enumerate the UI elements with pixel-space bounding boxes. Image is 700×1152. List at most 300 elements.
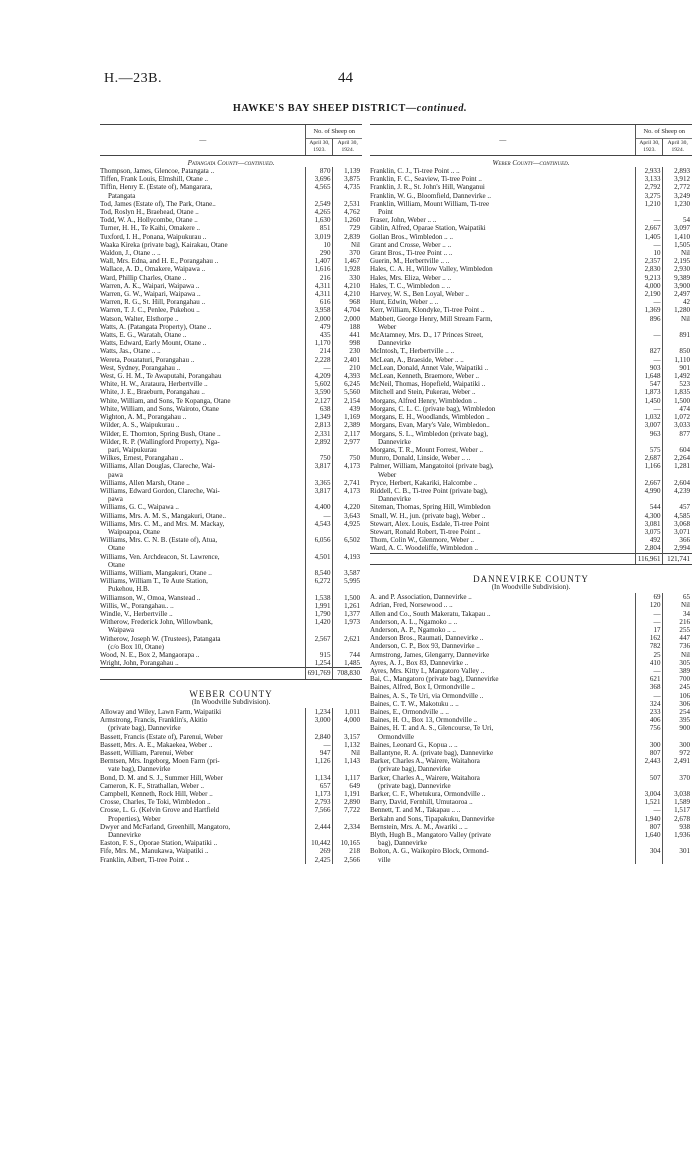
- table-row: [100, 479, 362, 487]
- sheep-1924: Nil: [663, 249, 692, 257]
- sheep-1923: 2,792: [636, 183, 663, 191]
- table-row: [100, 774, 362, 782]
- sheep-1924: 4,762: [333, 208, 362, 216]
- owner-name: Baines, H. T. and A. S., Glencourse, Te Uri,: [370, 724, 494, 733]
- sheep-1924: 4,210: [333, 290, 362, 298]
- owner-name: Tod, James (Estate of), The Park, Otane..: [100, 199, 216, 208]
- sheep-count-header: No. of Sheep on: [306, 125, 362, 139]
- sheep-1923: 1,940: [636, 815, 663, 823]
- total-1924: 121,741: [663, 553, 692, 564]
- owner-name: White, H. W., Arataura, Herbertville ..: [100, 380, 208, 389]
- sheep-1923: 638: [306, 405, 333, 413]
- owner-name: White, William, and Sons, Wairoto, Otane: [100, 404, 219, 413]
- table-row: [100, 823, 362, 831]
- table-row: [370, 765, 692, 773]
- sheep-1924: 4,585: [663, 512, 692, 520]
- sheep-1924: 3,875: [333, 175, 362, 183]
- sheep-1924: 700: [663, 675, 692, 683]
- heading-text: Patangata County—continued.: [187, 158, 275, 167]
- county-heading: [100, 679, 362, 698]
- owner-name: Waipoapoa, Otane: [108, 527, 160, 536]
- sheep-1924: 1,280: [663, 306, 692, 314]
- sheep-1923: 2,567: [306, 635, 333, 643]
- table-row: [370, 642, 692, 650]
- table-row: [100, 192, 362, 200]
- table-row: [370, 339, 692, 347]
- sheep-1923: 3,817: [306, 487, 333, 495]
- owner-name: McIntosh, T., Herbertville .. ..: [370, 347, 455, 356]
- table-row: [370, 356, 692, 364]
- owner-name: Watts, Edward, Early Mount, Otane ..: [100, 339, 207, 348]
- owner-name: Baines, Leonard G., Kopua .. ..: [370, 740, 458, 749]
- table-row: [100, 421, 362, 429]
- sheep-1924: Nil: [663, 651, 692, 659]
- sheep-1924: 2,566: [333, 856, 362, 864]
- owner-name: Armstrong, Francis, Franklin's, Akitio: [100, 716, 208, 725]
- sheep-1924: 245: [663, 683, 692, 691]
- sheep-1924: 210: [333, 364, 362, 372]
- table-row: [100, 602, 362, 610]
- sheep-1923: 4,400: [306, 503, 333, 511]
- owner-name: Palmer, William, Mangatoitoi (private bag),: [370, 462, 494, 471]
- table-row: [100, 249, 362, 257]
- owner-name: Ayres, Mrs. Kitty I., Mangatoro Valley ..: [370, 666, 485, 675]
- sheep-1923: 17: [636, 626, 663, 634]
- title-main: HAWKE'S BAY SHEEP DISTRICT—: [232, 103, 417, 114]
- table-row: [370, 528, 692, 536]
- owner-name: Morgans, E. H., Woodlands, Wimbledon ..: [370, 413, 490, 422]
- table-row: [100, 216, 362, 224]
- owner-name: Tiffin, Henry E. (Estate of), Mangarara,: [100, 183, 213, 192]
- owner-name: Wallace, A. D., Omakere, Waipawa ..: [100, 265, 206, 274]
- owner-name: Waaka Kireka (private bag), Kairakau, Otane: [100, 240, 228, 249]
- owner-name: Bennett, T. and M., Takapau .. ..: [370, 806, 461, 815]
- sheep-1924: 1,835: [663, 388, 692, 396]
- sheep-1923: 2,357: [636, 257, 663, 265]
- sheep-1923: 1,126: [306, 757, 333, 765]
- sheep-1924: 65: [663, 593, 692, 601]
- sheep-1923: 807: [636, 823, 663, 831]
- table-row: [100, 487, 362, 495]
- table-row: [370, 544, 692, 553]
- sheep-1923: 269: [306, 847, 333, 855]
- table-row: [370, 593, 692, 601]
- sheep-1923: 4,311: [306, 282, 333, 290]
- sheep-1924: 729: [333, 224, 362, 232]
- sheep-1924: 3,643: [333, 512, 362, 520]
- table-row: [370, 692, 692, 700]
- sheep-1923: 214: [306, 347, 333, 355]
- owner-name: Morgans, S. L., Wimbledon (private bag),: [370, 429, 489, 438]
- sheep-1923: [636, 438, 663, 446]
- owner-name: Baines, E., Ormondville .. ..: [370, 708, 449, 716]
- sheep-1924: 4,173: [333, 462, 362, 470]
- owner-name: Wood, N. E., Box 2, Mangaorapa ..: [100, 650, 200, 659]
- sheep-1924: 4,220: [333, 503, 362, 511]
- year-1924-year: 1924.: [341, 146, 355, 153]
- year-1924-date: April 30,: [337, 140, 358, 147]
- sheep-1924: 1,377: [333, 610, 362, 618]
- owner-name: Riddell, C. B., Ti-tree Point (private bag),: [370, 486, 488, 495]
- table-row: [370, 282, 692, 290]
- sheep-1923: 2,892: [306, 438, 333, 446]
- sheep-1923: 3,019: [306, 233, 333, 241]
- sheep-1924: 1,139: [333, 167, 362, 175]
- sheep-1924: 230: [333, 347, 362, 355]
- sheep-1924: [333, 831, 362, 839]
- table-row: [100, 183, 362, 191]
- owner-name: bag), Dannevirke: [378, 839, 427, 848]
- sheep-1924: 850: [663, 347, 692, 355]
- owner-name: Warren, R. G., St. Hill, Porangahau ..: [100, 298, 206, 307]
- table-row: [100, 520, 362, 528]
- owner-name: Williams, Allan Douglas, Clareche, Wai-: [100, 462, 216, 471]
- owner-name: Williamson, W., Omoa, Wanstead ..: [100, 593, 201, 602]
- table-row: [370, 536, 692, 544]
- sheep-1923: —: [636, 356, 663, 364]
- sheep-1923: 368: [636, 683, 663, 691]
- table-row: [370, 331, 692, 339]
- sheep-1923: 4,000: [636, 282, 663, 290]
- sheep-1923: 435: [306, 331, 333, 339]
- sheep-1924: [333, 585, 362, 593]
- sheep-1924: 1,110: [663, 356, 692, 364]
- sheep-1923: 10: [306, 241, 333, 249]
- sheep-1924: [333, 626, 362, 634]
- sheep-1924: [663, 339, 692, 347]
- subdivision-heading: [370, 583, 692, 593]
- sheep-1923: 4,543: [306, 520, 333, 528]
- owner-name: Pukehou, H.B.: [108, 585, 150, 594]
- sheep-1924: 1,492: [663, 372, 692, 380]
- owner-name: Wereta, Pouataturi, Porangahau ..: [100, 355, 195, 364]
- owner-name: Ayres, A. J., Box 83, Dannevirke ..: [370, 658, 469, 667]
- owner-name: Thompson, James, Glencoe, Patangata ..: [100, 167, 215, 175]
- owner-name: Properties), Weber: [108, 814, 161, 823]
- year-1923-date: April 30,: [639, 140, 660, 147]
- sheep-1923: [306, 544, 333, 552]
- sheep-1923: 1,991: [306, 602, 333, 610]
- sheep-1923: [306, 446, 333, 454]
- table-row: [370, 167, 692, 175]
- heading-text: (In Woodville Subdivision).: [191, 697, 271, 706]
- owner-name: Guerin, M., Herbertville .. ..: [370, 257, 450, 266]
- owner-name: (private bag), Dannevirke: [378, 765, 451, 774]
- sheep-1923: 1,450: [636, 397, 663, 405]
- table-row: [100, 462, 362, 470]
- sheep-1923: [306, 765, 333, 773]
- sheep-1923: 1,234: [306, 708, 333, 716]
- sheep-1923: 2,830: [636, 265, 663, 273]
- sheep-1924: 2,491: [663, 757, 692, 765]
- table-row: [100, 200, 362, 208]
- sheep-1923: 827: [636, 347, 663, 355]
- owner-name: Bolton, A. G., Waikopiro Block, Ormond-: [370, 847, 489, 856]
- sheep-1923: 6,272: [306, 577, 333, 585]
- owner-name: Wilder, E. Thornton, Spring Bush, Otane ..: [100, 429, 221, 438]
- sheep-1923: 324: [636, 700, 663, 708]
- heading-text: Weber County—continued.: [492, 158, 570, 167]
- table-row: [100, 364, 362, 372]
- sheep-1923: [636, 839, 663, 847]
- sheep-1923: 2,000: [306, 315, 333, 323]
- owner-name: Dannevirke: [108, 831, 141, 840]
- sheep-1924: 2,497: [663, 290, 692, 298]
- sheep-1923: 3,817: [306, 462, 333, 470]
- owner-name: (private bag), Dannevirke: [108, 724, 181, 733]
- sheep-1924: [663, 839, 692, 847]
- table-row: [370, 733, 692, 741]
- owner-name: Giblin, Alfred, Oparae Station, Waipatiki: [370, 224, 486, 233]
- sheep-1924: 4,925: [333, 520, 362, 528]
- sheep-1923: [306, 626, 333, 634]
- table-row: [100, 716, 362, 724]
- sheep-1924: 10,165: [333, 839, 362, 847]
- sheep-1923: 4,300: [636, 512, 663, 520]
- table-row: [370, 347, 692, 355]
- sheep-1924: 54: [663, 216, 692, 224]
- sheep-1923: 5,602: [306, 380, 333, 388]
- owner-name: Williams, Edward Gordon, Clareche, Wai-: [100, 486, 220, 495]
- table-row: [100, 708, 362, 716]
- sheep-1924: 1,936: [663, 831, 692, 839]
- owner-name: (private bag), Dannevirke: [378, 781, 451, 790]
- sheep-1924: [663, 208, 692, 216]
- sheep-1923: —: [636, 331, 663, 339]
- owner-name: Mitchell and Stein, Pukerau, Weber ..: [370, 388, 476, 397]
- owner-name: Dwyer and McFarland, Greenhill, Mangatoro,: [100, 822, 231, 831]
- owner-name: Adrian, Fred, Norsewood .. ..: [370, 601, 453, 610]
- table-row: [370, 249, 692, 257]
- sheep-1923: —: [636, 298, 663, 306]
- sheep-1924: 2,839: [333, 233, 362, 241]
- table-row: [100, 265, 362, 273]
- sheep-1924: 1,169: [333, 413, 362, 421]
- table-row: [100, 339, 362, 347]
- sheep-1923: 807: [636, 749, 663, 757]
- sheep-1923: 756: [636, 724, 663, 732]
- sheep-1923: 1,790: [306, 610, 333, 618]
- owner-name: Barker, Charles A., Wairere, Waitahora: [370, 773, 480, 782]
- sheep-1924: [663, 438, 692, 446]
- sheep-1924: 216: [663, 618, 692, 626]
- sheep-1923: —: [306, 364, 333, 372]
- owner-name: Williams, William, Mangakuri, Otane ..: [100, 568, 212, 577]
- sheep-1924: 42: [663, 298, 692, 306]
- owner-name: Barry, David, Fernhill, Umutaoroa ..: [370, 798, 473, 807]
- table-row: [370, 495, 692, 503]
- sheep-1924: Nil: [333, 241, 362, 249]
- owner-column-header: —: [370, 125, 636, 155]
- sheep-1924: 457: [663, 503, 692, 511]
- table-row: [370, 224, 692, 232]
- table-row: [100, 446, 362, 454]
- owner-name: Fraser, John, Weber .. ..: [370, 216, 437, 225]
- owner-name: Bassett, William, Parenui, Weber: [100, 749, 194, 758]
- sheep-1924: 4,704: [333, 306, 362, 314]
- owner-name: Windle, V., Herbertville ..: [100, 609, 173, 618]
- sheep-1924: 736: [663, 642, 692, 650]
- heading-text: WEBER COUNTY: [189, 688, 273, 698]
- sheep-1924: 300: [663, 741, 692, 749]
- sheep-1923: 7,566: [306, 806, 333, 814]
- sheep-1923: 1,349: [306, 413, 333, 421]
- table-row: [100, 274, 362, 282]
- heading-text: DANNEVIRKE COUNTY: [473, 573, 589, 583]
- table-row: [370, 241, 692, 249]
- year-1923-date: April 30,: [309, 140, 330, 147]
- sheep-1923: 2,331: [306, 430, 333, 438]
- sheep-1923: 1,166: [636, 462, 663, 470]
- table-row: [370, 626, 692, 634]
- owner-name: Dannevirke: [378, 437, 411, 446]
- table-row: [370, 233, 692, 241]
- owner-name: Witherow, Frederick John, Willowbank,: [100, 618, 213, 627]
- sheep-1924: 3,068: [663, 520, 692, 528]
- owner-name: Siteman, Thomas, Spring Hill, Wimbledon: [370, 503, 491, 512]
- sheep-1924: 366: [663, 536, 692, 544]
- sheep-1924: [333, 192, 362, 200]
- sheep-1924: [333, 471, 362, 479]
- sheep-1924: 2,741: [333, 479, 362, 487]
- sheep-1923: 2,190: [636, 290, 663, 298]
- owner-name: pawa: [108, 470, 123, 479]
- owner-name: Armstrong, James, Glengarry, Dannevirke: [370, 650, 490, 659]
- sheep-1923: 10: [636, 249, 663, 257]
- table-row: [370, 700, 692, 708]
- sheep-1923: 616: [306, 298, 333, 306]
- sheep-1924: 2,604: [663, 479, 692, 487]
- owner-name: Warren, A. K., Waipari, Waipawa ..: [100, 281, 200, 290]
- owner-name: Stewart, Alex. Louis, Esdale, Ti-tree Point: [370, 519, 490, 528]
- sheep-1923: 657: [306, 782, 333, 790]
- table-row: [370, 487, 692, 495]
- total-row: [370, 553, 692, 564]
- sheep-1923: 544: [636, 503, 663, 511]
- table-row: [370, 372, 692, 380]
- table-row: [370, 315, 692, 323]
- sheep-1923: 2,127: [306, 397, 333, 405]
- sheep-1924: 1,132: [333, 741, 362, 749]
- sheep-1924: 370: [333, 249, 362, 257]
- sheep-1924: 4,735: [333, 183, 362, 191]
- sheep-1924: 2,890: [333, 798, 362, 806]
- owner-name: Watts, E. G., Waratah, Otane ..: [100, 331, 187, 340]
- owner-name: Alloway and Wiley, Lawn Farm, Waipatiki: [100, 708, 222, 716]
- sheep-1924: 3,071: [663, 528, 692, 536]
- owner-name: Anderson Bros., Raumati, Dannevirke ..: [370, 634, 484, 643]
- table-row: [100, 798, 362, 806]
- left-column: [100, 124, 362, 864]
- owner-name: Tod, Roslyn H., Braehead, Otane ..: [100, 208, 199, 217]
- sheep-1924: 1,928: [333, 265, 362, 273]
- owner-name: Franklin, W. G., Bloomfield, Dannevirke ..: [370, 191, 491, 200]
- sheep-1923: 4,990: [636, 487, 663, 495]
- owner-name: Hales, C. A. H., Willow Valley, Wimbledon: [370, 265, 493, 274]
- sheep-1923: 750: [306, 454, 333, 462]
- owner-name: Patangata: [108, 191, 136, 200]
- year-1924-date: April 30,: [667, 140, 688, 147]
- total-1923: 116,961: [636, 553, 663, 564]
- table-row: [100, 512, 362, 520]
- sheep-1924: 306: [663, 700, 692, 708]
- table-row: [370, 175, 692, 183]
- sheep-1923: 1,210: [636, 200, 663, 208]
- sheep-1924: 2,195: [663, 257, 692, 265]
- owner-name: Bassett, Mrs. A. E., Makaekea, Weber ..: [100, 740, 213, 749]
- table-row: [370, 421, 692, 429]
- sheep-1923: [636, 339, 663, 347]
- table-row: [370, 724, 692, 732]
- sheep-1924: 6,502: [333, 536, 362, 544]
- table-row: [370, 274, 692, 282]
- owner-name: Fife, Mrs. M., Manukawa, Waipatiki ..: [100, 847, 209, 856]
- sheep-1924: 3,912: [663, 175, 692, 183]
- sheep-1924: 2,772: [663, 183, 692, 191]
- year-1923-header: [306, 139, 333, 155]
- table-row: [100, 495, 362, 503]
- subdivision-heading: [100, 698, 362, 708]
- sheep-1924: 218: [333, 847, 362, 855]
- table-row: [370, 741, 692, 749]
- table-row: [370, 200, 692, 208]
- owner-name: pawa: [108, 495, 123, 504]
- owner-name: Weber: [378, 470, 397, 479]
- owner-name: Blyth, Hugh B., Mangatoro Valley (private: [370, 831, 491, 840]
- year-1923-header: [636, 139, 663, 155]
- sheep-1924: 604: [663, 446, 692, 454]
- table-row: [100, 347, 362, 355]
- sheep-1924: 370: [663, 774, 692, 782]
- owner-name: Watts, A. (Patangata Property), Otane ..: [100, 322, 212, 331]
- sheep-1923: 915: [306, 651, 333, 659]
- sheep-1924: 2,531: [333, 200, 362, 208]
- table-row: [100, 290, 362, 298]
- owner-name: Franklin, C. J., Ti-tree Point .. ..: [370, 167, 460, 175]
- table-row: [100, 724, 362, 732]
- sheep-1923: 2,813: [306, 421, 333, 429]
- table-row: [370, 364, 692, 372]
- table-row: [370, 290, 692, 298]
- sheep-1923: 2,667: [636, 224, 663, 232]
- owner-name: A. and P. Association, Dannevirke ..: [370, 593, 472, 602]
- sheep-1923: [636, 765, 663, 773]
- sheep-1924: 4,173: [333, 487, 362, 495]
- owner-name: Barker, C. F., Whetukura, Ormondville ..: [370, 790, 486, 799]
- sheep-1923: 3,590: [306, 388, 333, 396]
- sheep-1923: 2,667: [636, 479, 663, 487]
- sheep-1924: 1,261: [333, 602, 362, 610]
- sheep-1923: 3,075: [636, 528, 663, 536]
- table-row: [370, 479, 692, 487]
- table-row: [100, 594, 362, 602]
- owner-name: Mabbett, George Henry, Mill Stream Farm,: [370, 314, 493, 323]
- sheep-1924: 968: [333, 298, 362, 306]
- table-row: [100, 569, 362, 577]
- table-row: [100, 585, 362, 593]
- year-1924-header: [333, 139, 362, 155]
- table-row: [100, 749, 362, 757]
- sheep-1923: 4,209: [306, 372, 333, 380]
- right-table-body: [370, 155, 692, 864]
- table-row: [370, 749, 692, 757]
- sheep-1924: 441: [333, 331, 362, 339]
- owner-name: Bond, D. M. and S. J., Summer Hill, Weber: [100, 773, 223, 782]
- owner-name: Williams, Mrs. C. M., and Mrs. M. Mackay,: [100, 519, 225, 528]
- sheep-1924: 1,260: [333, 216, 362, 224]
- year-1924-year: 1924.: [671, 146, 685, 153]
- page-number: 44: [338, 70, 353, 86]
